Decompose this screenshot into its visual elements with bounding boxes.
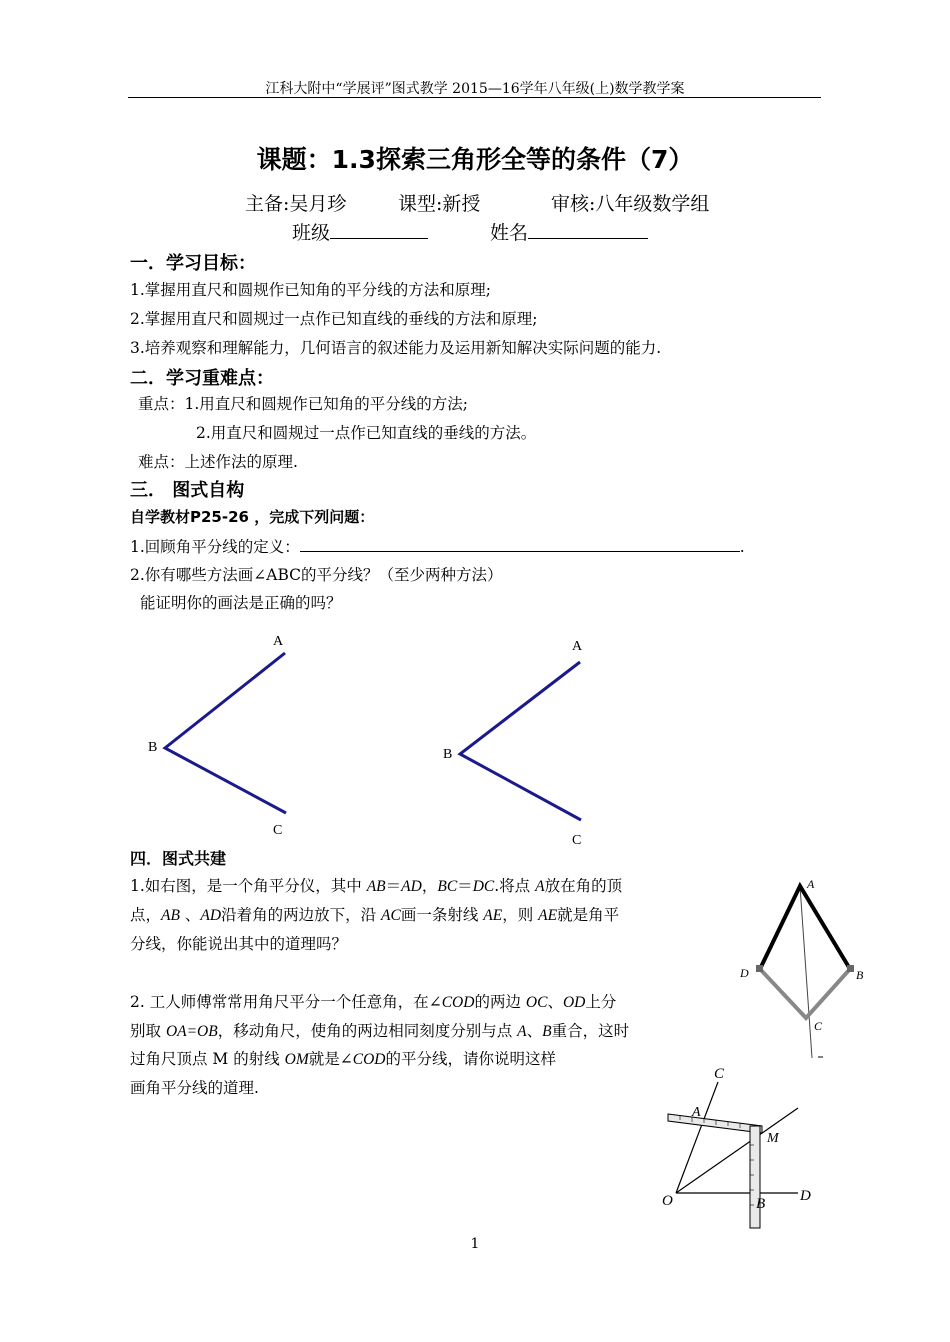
fig2-label-a: A [692, 1105, 701, 1120]
math-ae: AE [538, 907, 558, 924]
text-run: 就是∠ [308, 1050, 353, 1068]
difficulty: 难点：上述作法的原理. [138, 453, 298, 471]
math-cod: COD [352, 1051, 386, 1068]
math-om: OM [284, 1051, 309, 1068]
carpenter-square-figure [650, 1060, 850, 1240]
objective-1: 1.掌握用直尺和圆规作已知角的平分线的方法和原理; [130, 281, 492, 299]
reviewer-info: 审核:八年级数学组 [551, 193, 710, 215]
text-run: 的平分线，请你说明这样 [385, 1050, 557, 1068]
lesson-type: 课型:新授 [398, 193, 481, 215]
page-header: 江科大附中“学展评”图式教学 2015—16学年八年级(上)数学教学案 [265, 81, 685, 97]
problem-2-line-4: 画角平分线的道理. [130, 1079, 259, 1097]
fig2-label-d: D [800, 1188, 811, 1204]
math-ac: AC [381, 907, 401, 924]
fig2-label-b: B [756, 1196, 766, 1212]
bisector-instrument-figure [730, 870, 870, 1070]
text-run: ＝ [457, 877, 473, 895]
problem-2-line-2 [130, 1019, 629, 1041]
math-bc: BC [437, 878, 458, 895]
text-run: 、 [179, 906, 201, 924]
text-run: ，移动角尺，使角的两边相同刻度分别与点 [217, 1022, 518, 1040]
math-ae: AE [483, 907, 503, 924]
ruler-vertical-arm [750, 1126, 760, 1228]
key-point-2: 2.用直尺和圆规过一点作已知直线的垂线的方法。 [196, 424, 537, 442]
page-number: 1 [470, 1236, 480, 1252]
section2-heading: 二．学习重难点： [130, 368, 274, 389]
text-run: 1.如右图，是一个角平分仪，其中 [130, 877, 367, 895]
math-a: A [517, 1023, 527, 1040]
objective-3: 3.培养观察和理解能力，几何语言的叙述能力及运用新知解决实际问题的能力. [130, 339, 662, 357]
fig2-label-c: C [714, 1066, 725, 1082]
name-label: 姓名 [490, 222, 529, 244]
question-2: 2.你有哪些方法画∠ABC的平分线？（至少两种方法） [130, 566, 503, 584]
class-field [292, 218, 428, 245]
text-run: 沿着角的两边放下，沿 [221, 906, 381, 924]
fig1-label-b: B [856, 968, 864, 982]
text-run: 别取 [130, 1022, 166, 1040]
text-run: 的两边 [474, 993, 526, 1011]
page-title: 课题：1.3探索三角形全等的条件（7） [256, 145, 694, 174]
math-od: OD [562, 994, 586, 1011]
author-info: 主备:吴月珍 [245, 193, 347, 215]
definition-blank[interactable] [300, 535, 740, 552]
text-run: 、 [547, 993, 563, 1011]
fig2-label-m: M [767, 1131, 779, 1146]
text-run: ，则 [502, 906, 539, 924]
class-label: 班级 [292, 222, 331, 244]
objective-2: 2.掌握用直尺和圆规过一点作已知直线的垂线的方法和原理; [130, 310, 538, 328]
angle-figure-1 [148, 634, 286, 838]
text-run: 画一条射线 [400, 906, 484, 924]
label-c-2: C [572, 833, 582, 848]
self-study-instruction: 自学教材P25-26 ，完成下列问题： [130, 508, 375, 526]
section1-heading: 一．学习目标： [130, 253, 256, 274]
section4-heading: 四．图式共建 [130, 849, 227, 868]
text-run: 2. 工人师傅常常用角尺平分一个任意角，在∠ [130, 993, 442, 1011]
header-rule [128, 97, 821, 98]
math-cod: COD [441, 994, 475, 1011]
text-run: ＝ [385, 877, 402, 895]
math-dc: DC [472, 878, 495, 895]
math-ad: AD [401, 878, 422, 895]
question-1 [130, 535, 745, 557]
question-1-end: . [739, 538, 745, 556]
text-run: 点， [130, 906, 162, 924]
question-1-text: 1.回顾角平分线的定义： [130, 538, 300, 556]
math-ab: AB [366, 878, 386, 895]
instrument-arms-bc-dc [760, 969, 850, 1018]
ruler-horizontal-arm [668, 1114, 762, 1133]
key-point-1: 重点：1.用直尺和圆规作已知角的平分线的方法; [138, 395, 469, 413]
math-a: A [535, 878, 545, 895]
angle-abc-lines-1 [165, 653, 286, 813]
math-oa-ob: OA=OB [165, 1023, 218, 1040]
problem-1-line-2 [130, 903, 619, 925]
ray-ae [800, 886, 812, 1058]
name-blank[interactable] [528, 220, 648, 239]
section3-heading: 三． 图式自构 [130, 480, 245, 501]
joint-b [847, 965, 854, 972]
text-run: 、 [526, 1022, 543, 1040]
fig1-label-d: D [740, 966, 749, 980]
problem-2-line-1 [130, 990, 616, 1012]
text-run: ， [421, 877, 438, 895]
text-run: 就是角平 [557, 906, 620, 924]
problem-1-line-1 [130, 874, 622, 896]
label-b-2: B [443, 747, 453, 762]
math-ab: AB [161, 907, 180, 924]
text-run: .将点 [494, 877, 536, 895]
math-ad: AD [200, 907, 222, 924]
label-a-1: A [273, 634, 284, 649]
square-ruler [668, 1114, 762, 1228]
math-oc: OC [525, 994, 548, 1011]
angle-abc-lines-2 [460, 662, 581, 820]
math-b: B [542, 1023, 552, 1040]
label-c-1: C [273, 823, 283, 838]
ray-oc [676, 1082, 718, 1193]
label-b-1: B [148, 740, 158, 755]
text-run: 重合，这时 [551, 1022, 630, 1040]
name-field [490, 218, 648, 245]
fig1-label-a: A [807, 877, 815, 891]
fig1-label-c: C [814, 1019, 823, 1033]
text-run: 过角尺顶点 M 的射线 [130, 1050, 285, 1068]
question-2-followup: 能证明你的画法是正确的吗？ [140, 594, 342, 612]
text-run: 上分 [585, 993, 617, 1011]
problem-1-line-3: 分线，你能说出其中的道理吗？ [130, 935, 348, 953]
joint-d [756, 965, 763, 972]
angle-figures [0, 620, 950, 850]
angle-figure-2 [443, 639, 583, 848]
fig2-label-o: O [662, 1193, 673, 1209]
label-a-2: A [572, 639, 583, 654]
class-blank[interactable] [330, 220, 428, 239]
text-run: 放在角的顶 [544, 877, 623, 895]
problem-2-line-3 [130, 1047, 556, 1069]
